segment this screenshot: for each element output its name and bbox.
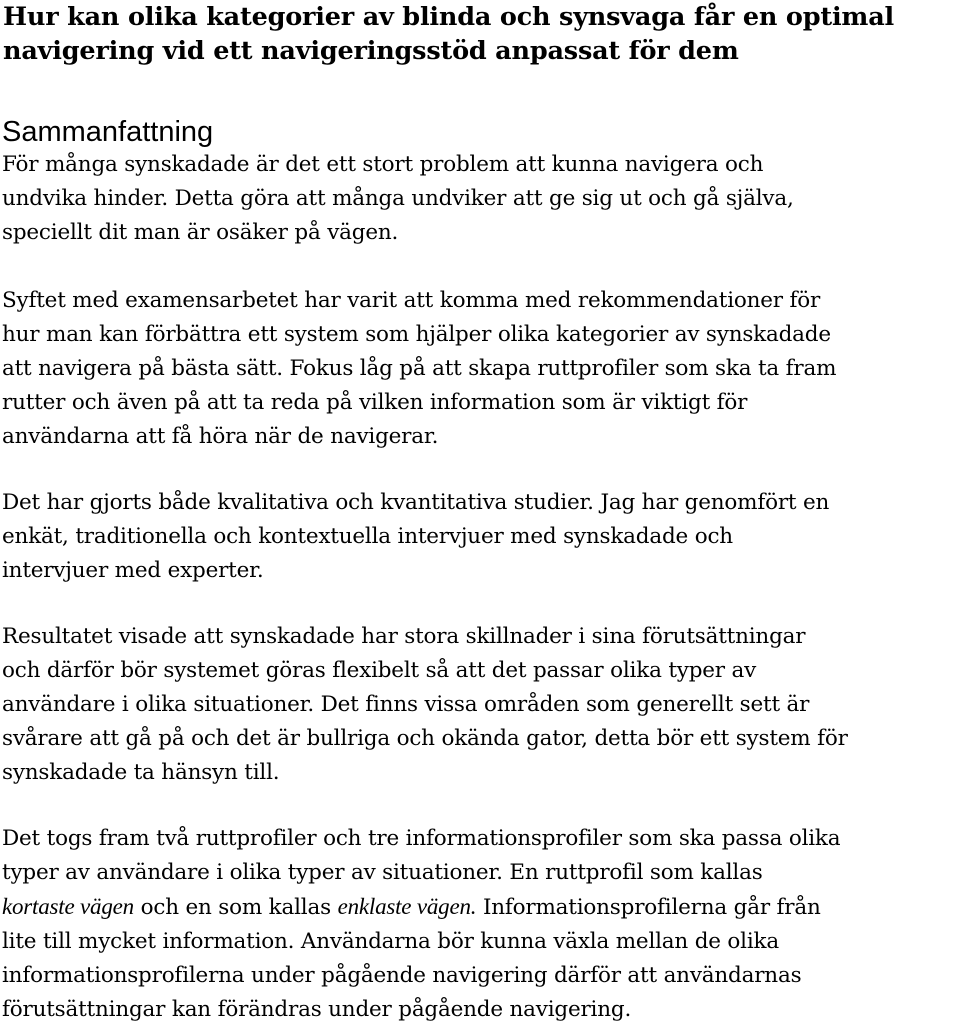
paragraph-method <box>2 486 960 588</box>
text-line: typer av användare i olika typer av situationer. En ruttprofil som kallas <box>2 860 763 885</box>
document-title <box>3 0 953 68</box>
text-line: För många synskadade är det ett stort problem att kunna navigera och <box>2 152 764 177</box>
summary-heading: Sammanfattning <box>2 116 214 148</box>
text-line: Det togs fram två ruttprofiler och tre informationsprofiler som ska passa olika <box>2 826 841 851</box>
text-line: Det har gjorts både kvalitativa och kvantitativa studier. Jag har genomfört en <box>2 490 830 515</box>
text-line: förutsättningar kan förändras under pågående navigering. <box>2 997 632 1022</box>
text-line: Syftet med examensarbetet har varit att komma med rekommendationer för <box>2 288 821 313</box>
text-line-mixed <box>2 890 960 925</box>
text-line: och därför bör systemet göras flexibelt så att det passar olika typer av <box>2 658 757 683</box>
route-profile-simplest: enklaste vägen. <box>337 894 477 919</box>
text-line: rutter och även på att ta reda på vilken information som är viktigt för <box>2 390 748 415</box>
text-line: användare i olika situationer. Det finns vissa områden som generellt sett är <box>2 692 810 717</box>
text-line: enkät, traditionella och kontextuella intervjuer med synskadade och <box>2 524 733 549</box>
text-line: svårare att gå på och det är bullriga och okända gator, detta bör ett system för <box>2 726 848 751</box>
text-line: synskadade ta hänsyn till. <box>2 760 280 785</box>
title-line: navigering vid ett navigeringsstöd anpassat för dem <box>3 36 739 66</box>
text-line: att navigera på bästa sätt. Fokus låg på att skapa ruttprofiler som ska ta fram <box>2 356 837 381</box>
text-line: användarna att få höra när de navigerar. <box>2 424 439 449</box>
text-line: lite till mycket information. Användarna bör kunna växla mellan de olika <box>2 929 779 954</box>
paragraph-results <box>2 620 960 790</box>
text-fragment: och en som kallas <box>133 895 338 920</box>
paragraph-intro <box>2 148 960 250</box>
text-line: informationsprofilerna under pågående navigering därför att användarnas <box>2 963 802 988</box>
paragraph-purpose <box>2 284 960 454</box>
text-line: intervjuer med experter. <box>2 558 264 583</box>
title-line: Hur kan olika kategorier av blinda och synsvaga får en optimal <box>3 2 895 32</box>
text-line: speciellt dit man är osäker på vägen. <box>2 220 399 245</box>
route-profile-shortest: kortaste vägen <box>2 894 134 919</box>
paragraph-profiles <box>2 822 960 1022</box>
text-line: hur man kan förbättra ett system som hjälper olika kategorier av synskadade <box>2 322 831 347</box>
text-line: Resultatet visade att synskadade har stora skillnader i sina förutsättningar <box>2 624 806 649</box>
text-fragment: Informationsprofilerna går från <box>476 895 821 920</box>
text-line: undvika hinder. Detta göra att många undviker att ge sig ut och gå själva, <box>2 186 794 211</box>
